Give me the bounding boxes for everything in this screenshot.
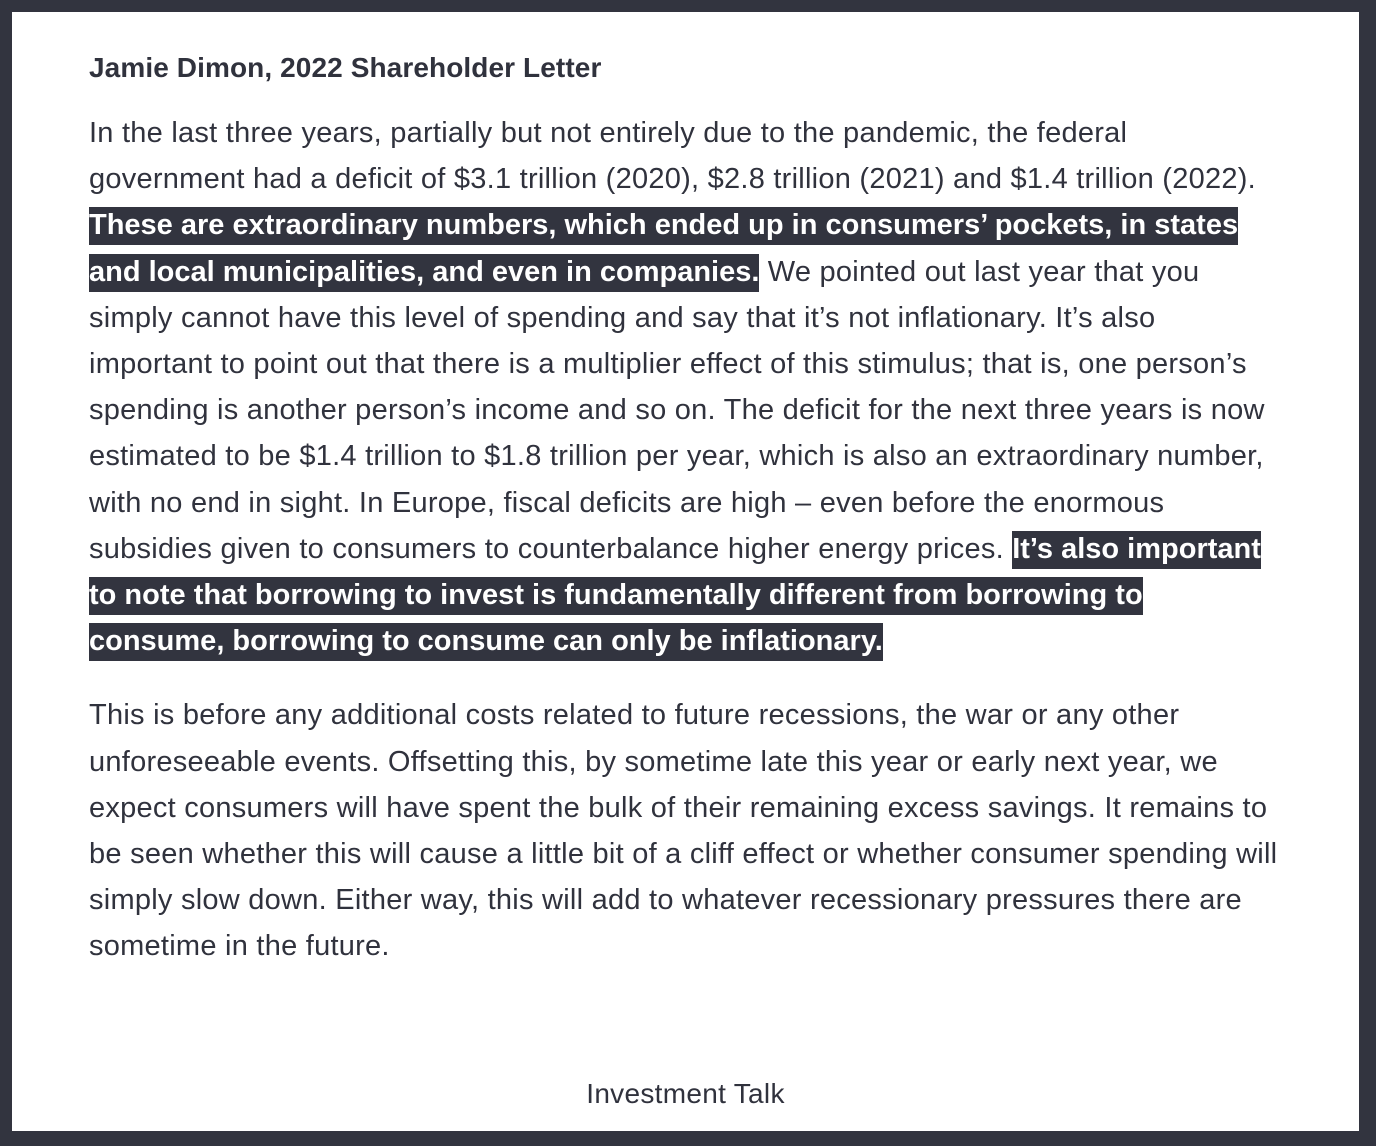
paragraph-1-text-b: We pointed out last year that you simply cannot have this level of spending and say that it’s not inflationary. It’s also important to point out that there is a multiplier effect of this stimulus; that is, one person’s spending is another person’s income and so on. The deficit for the next three years is now estimated to be $1.4 trillion to $1.8 trillion per year, which is also an extraordinary number, with no end in sight. In Europe, fiscal deficits are high – even before the enormous subsidies given to consumers to counterbalance higher energy prices. — [89, 255, 1265, 565]
paragraph-1-text-a: In the last three years, partially but not entirely due to the pandemic, the federal government had a deficit of $3.1 trillion (2020), $2.8 trillion (2021) and $1.4 trillion (2022). — [89, 117, 1256, 196]
footer-label: Investment Talk — [586, 1078, 785, 1109]
highlighted-quote-2: It’s also important to note that borrowing to invest is fundamentally different from borrowing to consume, borrowing to consume can only be inflationary. — [89, 531, 1261, 661]
document-title: Jamie Dimon, 2022 Shareholder Letter — [89, 52, 602, 83]
document-card — [12, 12, 1359, 1131]
highlighted-quote-1: These are extraordinary numbers, which ended up in consumers’ pockets, in states and local municipalities, and even in companies. — [89, 207, 1238, 291]
paragraph-1 — [89, 110, 1281, 664]
paragraph-2: This is before any additional costs related to future recessions, the war or any other unforeseeable events. Offsetting this, by sometime late this year or early next year, we expect consumers will have spent the bulk of their remaining excess savings. It remains to be seen whether this will cause a little bit of a cliff effect or whether consumer spending will simply slow down. Either way, this will add to whatever recessionary pressures there are sometime in the future. — [89, 699, 1278, 963]
